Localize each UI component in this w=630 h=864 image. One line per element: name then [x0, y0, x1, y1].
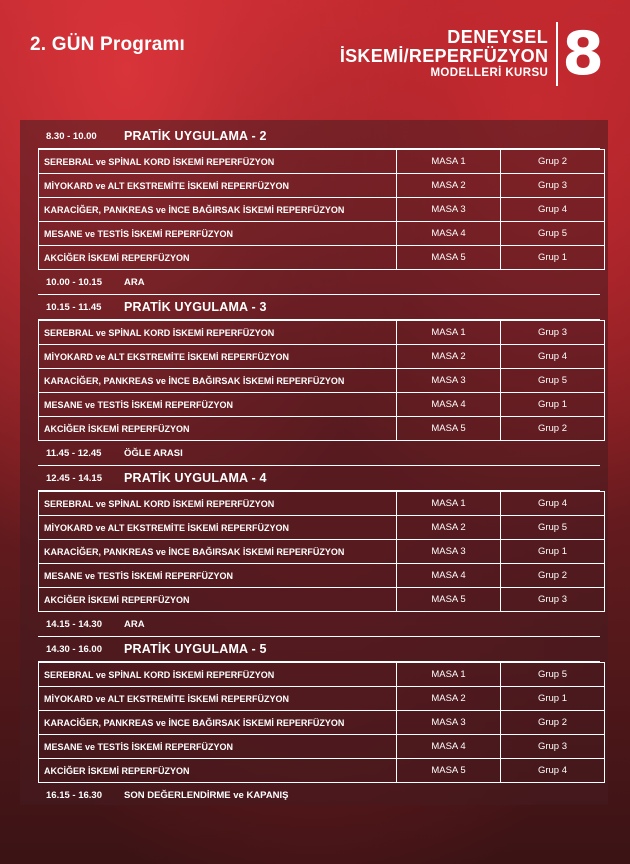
table-number: MASA 4 — [397, 564, 501, 588]
station-name: MESANE ve TESTİS İSKEMİ REPERFÜZYON — [39, 735, 397, 759]
table-number: MASA 1 — [397, 150, 501, 174]
brand-line-3: MODELLERİ KURSU — [430, 67, 549, 79]
slot-label: PRATİK UYGULAMA - 4 — [124, 471, 267, 485]
break-time: 11.45 - 12.45 — [46, 447, 102, 459]
group-name: Grup 5 — [501, 516, 605, 540]
station-name: AKCİĞER İSKEMİ REPERFÜZYON — [39, 246, 397, 270]
group-name: Grup 4 — [501, 759, 605, 783]
table-number: MASA 1 — [397, 321, 501, 345]
slot-label: PRATİK UYGULAMA - 3 — [124, 300, 267, 314]
group-name: Grup 1 — [501, 687, 605, 711]
slot-time: 10.15 - 11.45 — [46, 301, 102, 313]
group-name: Grup 2 — [501, 150, 605, 174]
group-name: Grup 4 — [501, 492, 605, 516]
page-title: 2. GÜN Programı — [30, 34, 186, 55]
rotation-table — [38, 149, 605, 270]
break-row — [38, 612, 600, 637]
station-name: KARACİĞER, PANKREAS ve İNCE BAĞIRSAK İSKEMİ REPERFÜZYON — [39, 711, 397, 735]
station-name: MESANE ve TESTİS İSKEMİ REPERFÜZYON — [39, 393, 397, 417]
break-label: SON DEĞERLENDİRME ve KAPANIŞ — [124, 789, 289, 801]
rotation-table — [38, 662, 605, 783]
group-name: Grup 1 — [501, 246, 605, 270]
table-row — [39, 369, 605, 393]
slot-time: 14.30 - 16.00 — [46, 643, 102, 655]
break-label: ARA — [124, 276, 145, 288]
station-name: MİYOKARD ve ALT EKSTREMİTE İSKEMİ REPERFÜZYON — [39, 345, 397, 369]
group-name: Grup 5 — [501, 663, 605, 687]
table-row — [39, 711, 605, 735]
table-row — [39, 516, 605, 540]
table-row — [39, 222, 605, 246]
group-name: Grup 1 — [501, 393, 605, 417]
station-name: MİYOKARD ve ALT EKSTREMİTE İSKEMİ REPERFÜZYON — [39, 174, 397, 198]
table-number: MASA 3 — [397, 711, 501, 735]
group-name: Grup 4 — [501, 345, 605, 369]
station-name: KARACİĞER, PANKREAS ve İNCE BAĞIRSAK İSKEMİ REPERFÜZYON — [39, 540, 397, 564]
station-name: MESANE ve TESTİS İSKEMİ REPERFÜZYON — [39, 564, 397, 588]
table-number: MASA 4 — [397, 222, 501, 246]
table-row — [39, 759, 605, 783]
table-row — [39, 492, 605, 516]
table-number: MASA 1 — [397, 492, 501, 516]
table-number: MASA 5 — [397, 588, 501, 612]
table-number: MASA 2 — [397, 345, 501, 369]
break-label: ARA — [124, 618, 145, 630]
table-number: MASA 5 — [397, 417, 501, 441]
brand-text — [340, 22, 558, 86]
brand-line-2: İSKEMİ/REPERFÜZYON — [339, 45, 549, 66]
table-row — [39, 345, 605, 369]
table-row — [39, 735, 605, 759]
slot-label: PRATİK UYGULAMA - 5 — [124, 642, 267, 656]
group-name: Grup 4 — [501, 198, 605, 222]
station-name: MİYOKARD ve ALT EKSTREMİTE İSKEMİ REPERFÜZYON — [39, 516, 397, 540]
table-number: MASA 3 — [397, 369, 501, 393]
table-row — [39, 687, 605, 711]
table-number: MASA 4 — [397, 735, 501, 759]
table-row — [39, 246, 605, 270]
slot-header — [38, 637, 600, 662]
table-number: MASA 5 — [397, 759, 501, 783]
station-name: AKCİĞER İSKEMİ REPERFÜZYON — [39, 759, 397, 783]
station-name: KARACİĞER, PANKREAS ve İNCE BAĞIRSAK İSKEMİ REPERFÜZYON — [39, 369, 397, 393]
table-row — [39, 393, 605, 417]
rotation-table — [38, 491, 605, 612]
table-number: MASA 4 — [397, 393, 501, 417]
group-name: Grup 3 — [501, 735, 605, 759]
brand-number: 8 — [562, 19, 604, 89]
group-name: Grup 5 — [501, 369, 605, 393]
break-label: ÖĞLE ARASI — [124, 447, 183, 459]
station-name: AKCİĞER İSKEMİ REPERFÜZYON — [39, 417, 397, 441]
table-number: MASA 2 — [397, 174, 501, 198]
table-row — [39, 588, 605, 612]
station-name: KARACİĞER, PANKREAS ve İNCE BAĞIRSAK İSKEMİ REPERFÜZYON — [39, 198, 397, 222]
group-name: Grup 2 — [501, 711, 605, 735]
break-row — [38, 270, 600, 295]
station-name: AKCİĞER İSKEMİ REPERFÜZYON — [39, 588, 397, 612]
break-row — [38, 783, 600, 807]
table-row — [39, 417, 605, 441]
table-number: MASA 3 — [397, 198, 501, 222]
course-brand — [339, 19, 604, 89]
table-row — [39, 321, 605, 345]
table-number: MASA 5 — [397, 246, 501, 270]
station-name: SEREBRAL ve SPİNAL KORD İSKEMİ REPERFÜZYON — [39, 321, 397, 345]
group-name: Grup 5 — [501, 222, 605, 246]
table-number: MASA 3 — [397, 540, 501, 564]
group-name: Grup 1 — [501, 540, 605, 564]
station-name: SEREBRAL ve SPİNAL KORD İSKEMİ REPERFÜZYON — [39, 492, 397, 516]
break-row — [38, 441, 600, 466]
table-number: MASA 1 — [397, 663, 501, 687]
table-number: MASA 2 — [397, 687, 501, 711]
station-name: SEREBRAL ve SPİNAL KORD İSKEMİ REPERFÜZYON — [39, 150, 397, 174]
station-name: MİYOKARD ve ALT EKSTREMİTE İSKEMİ REPERFÜZYON — [39, 687, 397, 711]
slot-header — [38, 295, 600, 320]
table-row — [39, 150, 605, 174]
break-time: 10.00 - 10.15 — [46, 276, 102, 288]
group-name: Grup 2 — [501, 417, 605, 441]
station-name: SEREBRAL ve SPİNAL KORD İSKEMİ REPERFÜZYON — [39, 663, 397, 687]
table-row — [39, 540, 605, 564]
table-row — [39, 663, 605, 687]
slot-time: 8.30 - 10.00 — [46, 130, 97, 142]
table-number: MASA 2 — [397, 516, 501, 540]
group-name: Grup 2 — [501, 564, 605, 588]
break-time: 14.15 - 14.30 — [46, 618, 102, 630]
slot-label: PRATİK UYGULAMA - 2 — [124, 129, 267, 143]
group-name: Grup 3 — [501, 588, 605, 612]
rotation-table — [38, 320, 605, 441]
brand-line-1: DENEYSEL — [447, 27, 549, 48]
table-row — [39, 564, 605, 588]
group-name: Grup 3 — [501, 174, 605, 198]
table-row — [39, 174, 605, 198]
slot-header — [38, 124, 600, 149]
station-name: MESANE ve TESTİS İSKEMİ REPERFÜZYON — [39, 222, 397, 246]
break-time: 16.15 - 16.30 — [46, 789, 102, 801]
slot-header — [38, 466, 600, 491]
table-row — [39, 198, 605, 222]
schedule — [38, 124, 600, 807]
group-name: Grup 3 — [501, 321, 605, 345]
slot-time: 12.45 - 14.15 — [46, 472, 102, 484]
